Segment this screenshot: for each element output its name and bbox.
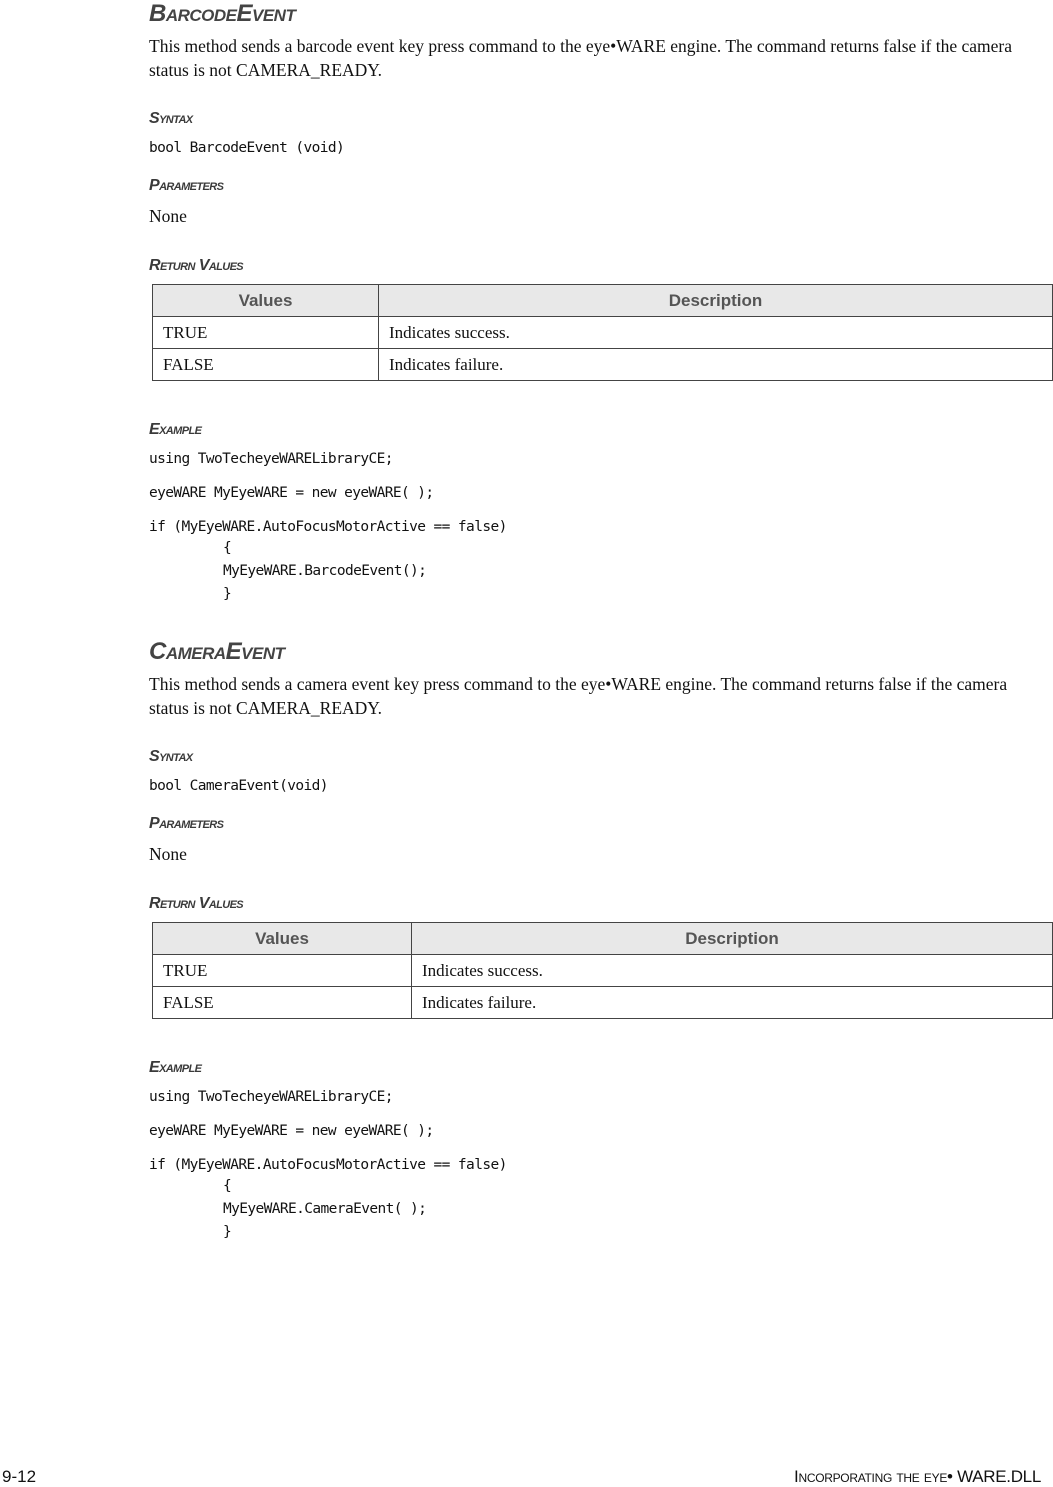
- example-line: if (MyEyeWARE.AutoFocusMotorActive == false): [149, 1157, 507, 1173]
- example-line: eyeWARE MyEyeWARE = new eyeWARE( );: [149, 485, 434, 501]
- return-values-heading: Return Values: [149, 895, 244, 912]
- example-line: {: [223, 540, 232, 556]
- row-value: TRUE: [153, 955, 412, 987]
- parameters-heading: Parameters: [149, 815, 224, 832]
- header-description: Description: [379, 285, 1053, 317]
- parameters-value: None: [149, 844, 187, 864]
- syntax-code: bool CameraEvent(void): [149, 778, 328, 794]
- header-values: Values: [153, 923, 412, 955]
- row-value: FALSE: [153, 987, 412, 1019]
- section-title: CameraEvent: [149, 638, 285, 665]
- parameters-value: None: [149, 206, 187, 226]
- example-line: using TwoTecheyeWARELibraryCE;: [149, 451, 393, 467]
- example-line: MyEyeWARE.BarcodeEvent();: [223, 563, 427, 579]
- example-line: if (MyEyeWARE.AutoFocusMotorActive == false): [149, 519, 507, 535]
- parameters-heading: Parameters: [149, 177, 224, 194]
- example-heading: Example: [149, 1059, 202, 1076]
- table-row: [153, 317, 1053, 349]
- return-values-heading: Return Values: [149, 257, 244, 274]
- row-value: FALSE: [153, 349, 379, 381]
- example-line: }: [223, 1224, 232, 1240]
- row-description: Indicates failure.: [379, 349, 1053, 381]
- page-number: 9-12: [2, 1467, 37, 1486]
- syntax-code: bool BarcodeEvent (void): [149, 140, 345, 156]
- example-line: MyEyeWARE.CameraEvent( );: [223, 1201, 427, 1217]
- example-line: eyeWARE MyEyeWARE = new eyeWARE( );: [149, 1123, 434, 1139]
- chapter-title: Incorporating the eye• WARE.DLL: [794, 1467, 1041, 1486]
- row-description: Indicates failure.: [412, 987, 1053, 1019]
- section-title: BarcodeEvent: [149, 0, 296, 27]
- example-line: {: [223, 1178, 232, 1194]
- example-heading: Example: [149, 421, 202, 438]
- row-value: TRUE: [153, 317, 379, 349]
- table-header-row: [153, 923, 1053, 955]
- section-description: This method sends a barcode event key press command to the eye•WARE engine. The command returns false if the camera status is not CAMERA_READY.: [149, 36, 1013, 80]
- header-values: Values: [153, 285, 379, 317]
- table-row: [153, 955, 1053, 987]
- return-values-table: [152, 922, 1053, 1019]
- return-values-table: [152, 284, 1053, 381]
- syntax-heading: Syntax: [149, 748, 193, 765]
- example-line: }: [223, 586, 232, 602]
- table-row: [153, 987, 1053, 1019]
- row-description: Indicates success.: [379, 317, 1053, 349]
- header-description: Description: [412, 923, 1053, 955]
- table-row: [153, 349, 1053, 381]
- example-line: using TwoTecheyeWARELibraryCE;: [149, 1089, 393, 1105]
- table-header-row: [153, 285, 1053, 317]
- section-description: This method sends a camera event key press command to the eye•WARE engine. The command returns false if the camera status is not CAMERA_READY.: [149, 674, 1008, 718]
- row-description: Indicates success.: [412, 955, 1053, 987]
- syntax-heading: Syntax: [149, 110, 193, 127]
